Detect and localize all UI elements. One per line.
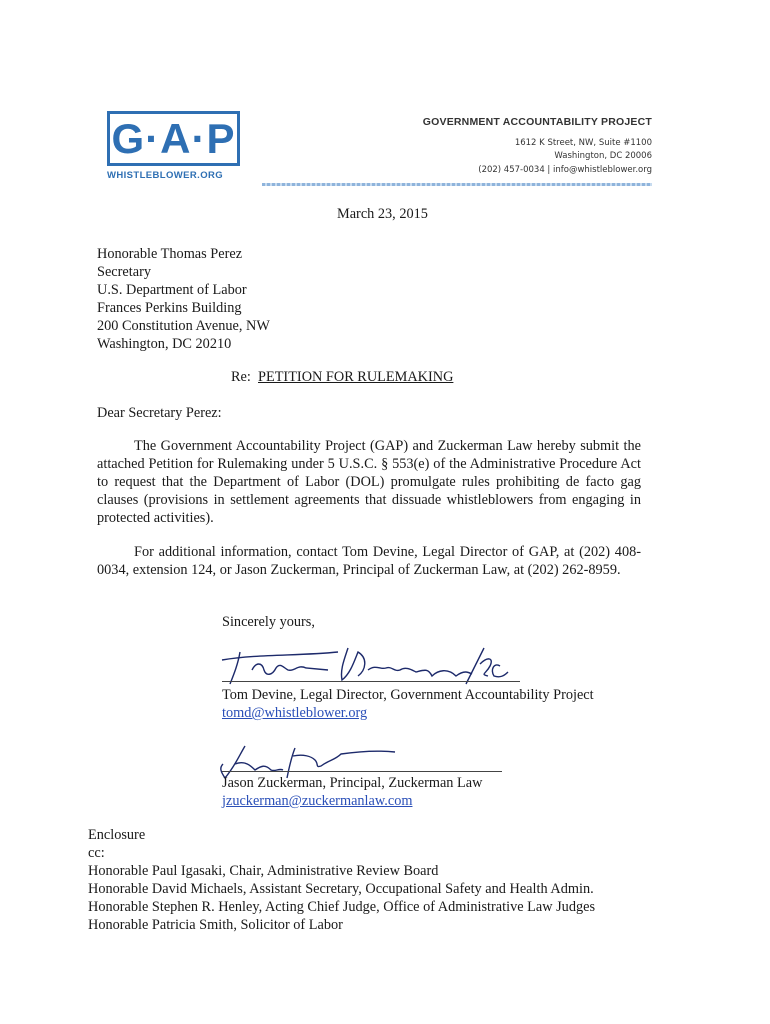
contact-line: (202) 457-0034 | info@whistleblower.org: [478, 165, 652, 175]
re-line: [231, 368, 453, 386]
letterhead-rule: [262, 183, 652, 186]
org-name: GOVERNMENT ACCOUNTABILITY PROJECT: [422, 116, 652, 128]
signer-1-email[interactable]: tomd@whistleblower.org: [222, 705, 368, 721]
recipient-building: Frances Perkins Building: [97, 300, 242, 316]
address-line-1: 1612 K Street, NW, Suite #1100: [514, 138, 652, 148]
signer-2-email[interactable]: jzuckerman@zuckermanlaw.com: [222, 793, 413, 809]
recipient-street: 200 Constitution Avenue, NW: [97, 318, 270, 334]
closing: Sincerely yours,: [222, 614, 315, 630]
salutation: Dear Secretary Perez:: [97, 405, 222, 421]
recipient-title: Secretary: [97, 264, 151, 280]
signature-line-1: [222, 681, 520, 682]
enclosure-label: Enclosure: [88, 827, 146, 843]
address-line-2: Washington, DC 20006: [554, 151, 652, 161]
paragraph-2: For additional information, contact Tom Devine, Legal Director of GAP, at (202) 408-0034, extension 124, or Jason Zuckerman, Principal of Zuckerman Law, at (202) 262-8959.: [97, 544, 641, 578]
cc-item: Honorable Stephen R. Henley, Acting Chief Judge, Office of Administrative Law Judges: [88, 899, 596, 915]
signature-tom-devine: [218, 640, 518, 685]
signer-2-title: Jason Zuckerman, Principal, Zuckerman Law: [222, 775, 483, 791]
cc-item: Honorable Paul Igasaki, Chair, Administrative Review Board: [88, 863, 439, 879]
logo-url: WHISTLEBLOWER.ORG: [107, 170, 224, 181]
signature-line-2: [222, 771, 502, 772]
re-prefix: Re:: [231, 369, 251, 385]
gap-logo: [107, 111, 240, 166]
recipient-name: Honorable Thomas Perez: [97, 246, 243, 262]
letter-date: March 23, 2015: [337, 206, 428, 222]
signer-1-title: Tom Devine, Legal Director, Government Accountability Project: [222, 687, 594, 703]
re-subject: PETITION FOR RULEMAKING: [258, 369, 454, 385]
recipient-city: Washington, DC 20210: [97, 336, 232, 352]
cc-item: Honorable Patricia Smith, Solicitor of Labor: [88, 917, 343, 933]
logo-text: G·A·P: [111, 114, 236, 162]
cc-label: cc:: [88, 845, 105, 861]
paragraph-1: The Government Accountability Project (GAP) and Zuckerman Law hereby submit the attached Petition for Rulemaking under 5 U.S.C. § 553(e) of the Administrative Procedure Act to request that the Department of Labor (DOL) promulgate rules prohibiting de facto gag clauses (provisions in settlement agreements that dissuade whistleblowers from engaging in protected activities).: [97, 438, 641, 526]
recipient-dept: U.S. Department of Labor: [97, 282, 247, 298]
cc-item: Honorable David Michaels, Assistant Secretary, Occupational Safety and Health Admin.: [88, 881, 594, 897]
